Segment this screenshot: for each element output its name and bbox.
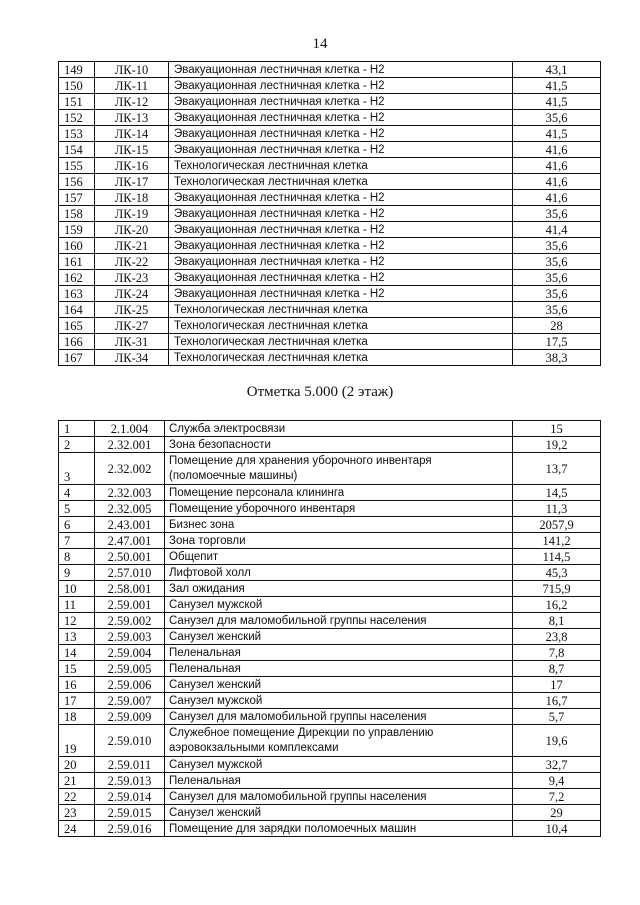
room-code: 2.59.006 bbox=[95, 677, 165, 693]
room-area: 35,6 bbox=[513, 206, 601, 222]
room-code: ЛК-34 bbox=[95, 350, 169, 366]
table-row bbox=[59, 565, 601, 581]
room-name: Эвакуационная лестничная клетка - Н2 bbox=[169, 94, 513, 110]
room-code: ЛК-15 bbox=[95, 142, 169, 158]
room-name: Эвакуационная лестничная клетка - Н2 bbox=[169, 126, 513, 142]
room-area: 41,6 bbox=[513, 158, 601, 174]
table-row bbox=[59, 254, 601, 270]
room-area: 15 bbox=[513, 421, 601, 437]
row-number: 5 bbox=[59, 501, 95, 517]
table-row bbox=[59, 661, 601, 677]
room-code: 2.50.001 bbox=[95, 549, 165, 565]
room-code: ЛК-25 bbox=[95, 302, 169, 318]
table-row bbox=[59, 597, 601, 613]
room-name: Зона безопасности bbox=[165, 437, 513, 453]
room-area: 9,4 bbox=[513, 773, 601, 789]
room-area: 41,5 bbox=[513, 78, 601, 94]
room-name: Лифтовой холл bbox=[165, 565, 513, 581]
row-number: 24 bbox=[59, 821, 95, 837]
room-code: 2.57.010 bbox=[95, 565, 165, 581]
room-name: Санузел мужской bbox=[165, 693, 513, 709]
row-number: 16 bbox=[59, 677, 95, 693]
row-number: 22 bbox=[59, 789, 95, 805]
room-name: Санузел женский bbox=[165, 805, 513, 821]
room-name: Технологическая лестничная клетка bbox=[169, 318, 513, 334]
room-code: 2.59.001 bbox=[95, 597, 165, 613]
row-number: 13 bbox=[59, 629, 95, 645]
room-code: 2.32.005 bbox=[95, 501, 165, 517]
room-name: Эвакуационная лестничная клетка - Н2 bbox=[169, 190, 513, 206]
row-number: 163 bbox=[59, 286, 95, 302]
table-row bbox=[59, 286, 601, 302]
room-area: 35,6 bbox=[513, 302, 601, 318]
table-row bbox=[59, 238, 601, 254]
room-code: 2.59.014 bbox=[95, 789, 165, 805]
row-number: 161 bbox=[59, 254, 95, 270]
row-number: 1 bbox=[59, 421, 95, 437]
row-number: 155 bbox=[59, 158, 95, 174]
room-name: Технологическая лестничная клетка bbox=[169, 174, 513, 190]
room-area: 45,3 bbox=[513, 565, 601, 581]
room-name: Санузел женский bbox=[165, 677, 513, 693]
room-area: 715,9 bbox=[513, 581, 601, 597]
room-area: 32,7 bbox=[513, 757, 601, 773]
row-number: 17 bbox=[59, 693, 95, 709]
row-number: 152 bbox=[59, 110, 95, 126]
row-number: 14 bbox=[59, 645, 95, 661]
room-area: 35,6 bbox=[513, 270, 601, 286]
row-number: 12 bbox=[59, 613, 95, 629]
table-row bbox=[59, 126, 601, 142]
room-area: 11,3 bbox=[513, 501, 601, 517]
room-name: Технологическая лестничная клетка bbox=[169, 334, 513, 350]
table-row bbox=[59, 485, 601, 501]
table-row bbox=[59, 270, 601, 286]
room-code: 2.59.002 bbox=[95, 613, 165, 629]
room-code: ЛК-16 bbox=[95, 158, 169, 174]
room-code: 2.59.015 bbox=[95, 805, 165, 821]
row-number: 23 bbox=[59, 805, 95, 821]
row-number: 166 bbox=[59, 334, 95, 350]
room-area: 23,8 bbox=[513, 629, 601, 645]
rooms-table bbox=[58, 420, 601, 837]
room-area: 28 bbox=[513, 318, 601, 334]
room-name: Помещение персонала клининга bbox=[165, 485, 513, 501]
row-number: 20 bbox=[59, 757, 95, 773]
row-number: 159 bbox=[59, 222, 95, 238]
row-number: 15 bbox=[59, 661, 95, 677]
room-name: Эвакуационная лестничная клетка - Н2 bbox=[169, 206, 513, 222]
table-row bbox=[59, 350, 601, 366]
room-code: 2.59.010 bbox=[95, 725, 165, 757]
table-row bbox=[59, 677, 601, 693]
room-area: 35,6 bbox=[513, 238, 601, 254]
room-area: 19,6 bbox=[513, 725, 601, 757]
room-name: Эвакуационная лестничная клетка - Н2 bbox=[169, 78, 513, 94]
row-number: 6 bbox=[59, 517, 95, 533]
room-name: Санузел для маломобильной группы населения bbox=[165, 613, 513, 629]
room-area: 41,6 bbox=[513, 174, 601, 190]
stairwell-table bbox=[58, 61, 601, 366]
room-area: 41,6 bbox=[513, 190, 601, 206]
room-code: ЛК-14 bbox=[95, 126, 169, 142]
row-number: 9 bbox=[59, 565, 95, 581]
table-row bbox=[59, 62, 601, 78]
room-code: ЛК-21 bbox=[95, 238, 169, 254]
table-row bbox=[59, 158, 601, 174]
table-row bbox=[59, 581, 601, 597]
room-code: ЛК-11 bbox=[95, 78, 169, 94]
room-area: 17,5 bbox=[513, 334, 601, 350]
room-area: 29 bbox=[513, 805, 601, 821]
table-row bbox=[59, 549, 601, 565]
room-name: Помещение для хранения уборочного инвентаря (поломоечные машины) bbox=[165, 453, 513, 485]
room-code: 2.59.013 bbox=[95, 773, 165, 789]
room-area: 17 bbox=[513, 677, 601, 693]
room-area: 41,5 bbox=[513, 126, 601, 142]
table-row bbox=[59, 501, 601, 517]
room-name: Общепит bbox=[165, 549, 513, 565]
row-number: 167 bbox=[59, 350, 95, 366]
room-area: 114,5 bbox=[513, 549, 601, 565]
table-row bbox=[59, 517, 601, 533]
room-area: 35,6 bbox=[513, 110, 601, 126]
room-code: 2.59.007 bbox=[95, 693, 165, 709]
room-code: 2.59.003 bbox=[95, 629, 165, 645]
room-area: 7,8 bbox=[513, 645, 601, 661]
room-name: Зона торговли bbox=[165, 533, 513, 549]
room-code: ЛК-27 bbox=[95, 318, 169, 334]
table-row bbox=[59, 174, 601, 190]
row-number: 165 bbox=[59, 318, 95, 334]
room-code: ЛК-17 bbox=[95, 174, 169, 190]
row-number: 149 bbox=[59, 62, 95, 78]
row-number: 154 bbox=[59, 142, 95, 158]
room-area: 38,3 bbox=[513, 350, 601, 366]
table-row bbox=[59, 645, 601, 661]
room-name: Пеленальная bbox=[165, 645, 513, 661]
table-row bbox=[59, 206, 601, 222]
room-name: Пеленальная bbox=[165, 773, 513, 789]
room-name: Эвакуационная лестничная клетка - Н2 bbox=[169, 62, 513, 78]
room-area: 14,5 bbox=[513, 485, 601, 501]
room-area: 5,7 bbox=[513, 709, 601, 725]
room-code: ЛК-19 bbox=[95, 206, 169, 222]
room-code: 2.59.011 bbox=[95, 757, 165, 773]
row-number: 7 bbox=[59, 533, 95, 549]
table-row bbox=[59, 302, 601, 318]
room-name: Эвакуационная лестничная клетка - Н2 bbox=[169, 238, 513, 254]
row-number: 151 bbox=[59, 94, 95, 110]
section-heading: Отметка 5.000 (2 этаж) bbox=[246, 384, 394, 400]
room-name: Служебное помещение Дирекции по управлению аэровокзальными комплексами bbox=[165, 725, 513, 757]
room-area: 10,4 bbox=[513, 821, 601, 837]
rooms-table-body bbox=[59, 421, 601, 837]
room-code: ЛК-24 bbox=[95, 286, 169, 302]
room-name: Эвакуационная лестничная клетка - Н2 bbox=[169, 222, 513, 238]
room-code: 2.59.016 bbox=[95, 821, 165, 837]
room-code: 2.58.001 bbox=[95, 581, 165, 597]
table-row bbox=[59, 453, 601, 485]
room-code: 2.43.001 bbox=[95, 517, 165, 533]
table-row bbox=[59, 94, 601, 110]
table-row bbox=[59, 110, 601, 126]
room-area: 141,2 bbox=[513, 533, 601, 549]
table-row bbox=[59, 421, 601, 437]
table-row bbox=[59, 142, 601, 158]
room-code: 2.32.001 bbox=[95, 437, 165, 453]
room-area: 41,4 bbox=[513, 222, 601, 238]
room-area: 43,1 bbox=[513, 62, 601, 78]
table-row bbox=[59, 805, 601, 821]
row-number: 19 bbox=[59, 725, 95, 757]
room-area: 19,2 bbox=[513, 437, 601, 453]
table-row bbox=[59, 693, 601, 709]
row-number: 162 bbox=[59, 270, 95, 286]
row-number: 158 bbox=[59, 206, 95, 222]
row-number: 18 bbox=[59, 709, 95, 725]
room-code: ЛК-20 bbox=[95, 222, 169, 238]
row-number: 3 bbox=[59, 453, 95, 485]
room-code: ЛК-12 bbox=[95, 94, 169, 110]
stairwell-table-body bbox=[59, 62, 601, 366]
room-name: Эвакуационная лестничная клетка - Н2 bbox=[169, 142, 513, 158]
table-row bbox=[59, 821, 601, 837]
room-area: 16,7 bbox=[513, 693, 601, 709]
room-code: ЛК-22 bbox=[95, 254, 169, 270]
room-name: Помещение для зарядки поломоечных машин bbox=[165, 821, 513, 837]
room-area: 35,6 bbox=[513, 286, 601, 302]
table-row bbox=[59, 613, 601, 629]
table-row bbox=[59, 318, 601, 334]
room-name: Санузел для маломобильной группы населения bbox=[165, 709, 513, 725]
room-name: Бизнес зона bbox=[165, 517, 513, 533]
row-number: 10 bbox=[59, 581, 95, 597]
table-row bbox=[59, 334, 601, 350]
room-name: Санузел мужской bbox=[165, 597, 513, 613]
room-code: ЛК-18 bbox=[95, 190, 169, 206]
room-area: 8,1 bbox=[513, 613, 601, 629]
room-name: Санузел женский bbox=[165, 629, 513, 645]
room-code: ЛК-13 bbox=[95, 110, 169, 126]
room-area: 8,7 bbox=[513, 661, 601, 677]
room-name: Помещение уборочного инвентаря bbox=[165, 501, 513, 517]
row-number: 164 bbox=[59, 302, 95, 318]
room-area: 41,6 bbox=[513, 142, 601, 158]
row-number: 4 bbox=[59, 485, 95, 501]
table-row bbox=[59, 533, 601, 549]
row-number: 160 bbox=[59, 238, 95, 254]
table-row bbox=[59, 709, 601, 725]
row-number: 2 bbox=[59, 437, 95, 453]
room-name: Эвакуационная лестничная клетка - Н2 bbox=[169, 286, 513, 302]
row-number: 11 bbox=[59, 597, 95, 613]
room-area: 2057,9 bbox=[513, 517, 601, 533]
room-name: Технологическая лестничная клетка bbox=[169, 158, 513, 174]
row-number: 156 bbox=[59, 174, 95, 190]
room-name: Зал ожидания bbox=[165, 581, 513, 597]
room-area: 41,5 bbox=[513, 94, 601, 110]
table-row bbox=[59, 757, 601, 773]
room-name: Эвакуационная лестничная клетка - Н2 bbox=[169, 270, 513, 286]
row-number: 8 bbox=[59, 549, 95, 565]
room-code: 2.32.003 bbox=[95, 485, 165, 501]
room-code: 2.59.005 bbox=[95, 661, 165, 677]
room-area: 7,2 bbox=[513, 789, 601, 805]
page-number: 14 bbox=[312, 36, 328, 52]
row-number: 157 bbox=[59, 190, 95, 206]
room-name: Технологическая лестничная клетка bbox=[169, 302, 513, 318]
room-name: Эвакуационная лестничная клетка - Н2 bbox=[169, 254, 513, 270]
row-number: 150 bbox=[59, 78, 95, 94]
table-row bbox=[59, 78, 601, 94]
room-name: Технологическая лестничная клетка bbox=[169, 350, 513, 366]
table-row bbox=[59, 773, 601, 789]
room-code: ЛК-10 bbox=[95, 62, 169, 78]
room-area: 35,6 bbox=[513, 254, 601, 270]
table-row bbox=[59, 789, 601, 805]
table-row bbox=[59, 222, 601, 238]
room-name: Служба электросвязи bbox=[165, 421, 513, 437]
room-area: 13,7 bbox=[513, 453, 601, 485]
room-code: ЛК-31 bbox=[95, 334, 169, 350]
row-number: 21 bbox=[59, 773, 95, 789]
table-row bbox=[59, 629, 601, 645]
room-name: Пеленальная bbox=[165, 661, 513, 677]
room-code: 2.1.004 bbox=[95, 421, 165, 437]
room-name: Санузел для маломобильной группы населения bbox=[165, 789, 513, 805]
room-name: Санузел мужской bbox=[165, 757, 513, 773]
row-number: 153 bbox=[59, 126, 95, 142]
table-row bbox=[59, 437, 601, 453]
room-area: 16,2 bbox=[513, 597, 601, 613]
room-name: Эвакуационная лестничная клетка - Н2 bbox=[169, 110, 513, 126]
room-code: 2.47.001 bbox=[95, 533, 165, 549]
table-row bbox=[59, 725, 601, 757]
room-code: 2.59.004 bbox=[95, 645, 165, 661]
table-row bbox=[59, 190, 601, 206]
room-code: 2.32.002 bbox=[95, 453, 165, 485]
room-code: ЛК-23 bbox=[95, 270, 169, 286]
room-code: 2.59.009 bbox=[95, 709, 165, 725]
